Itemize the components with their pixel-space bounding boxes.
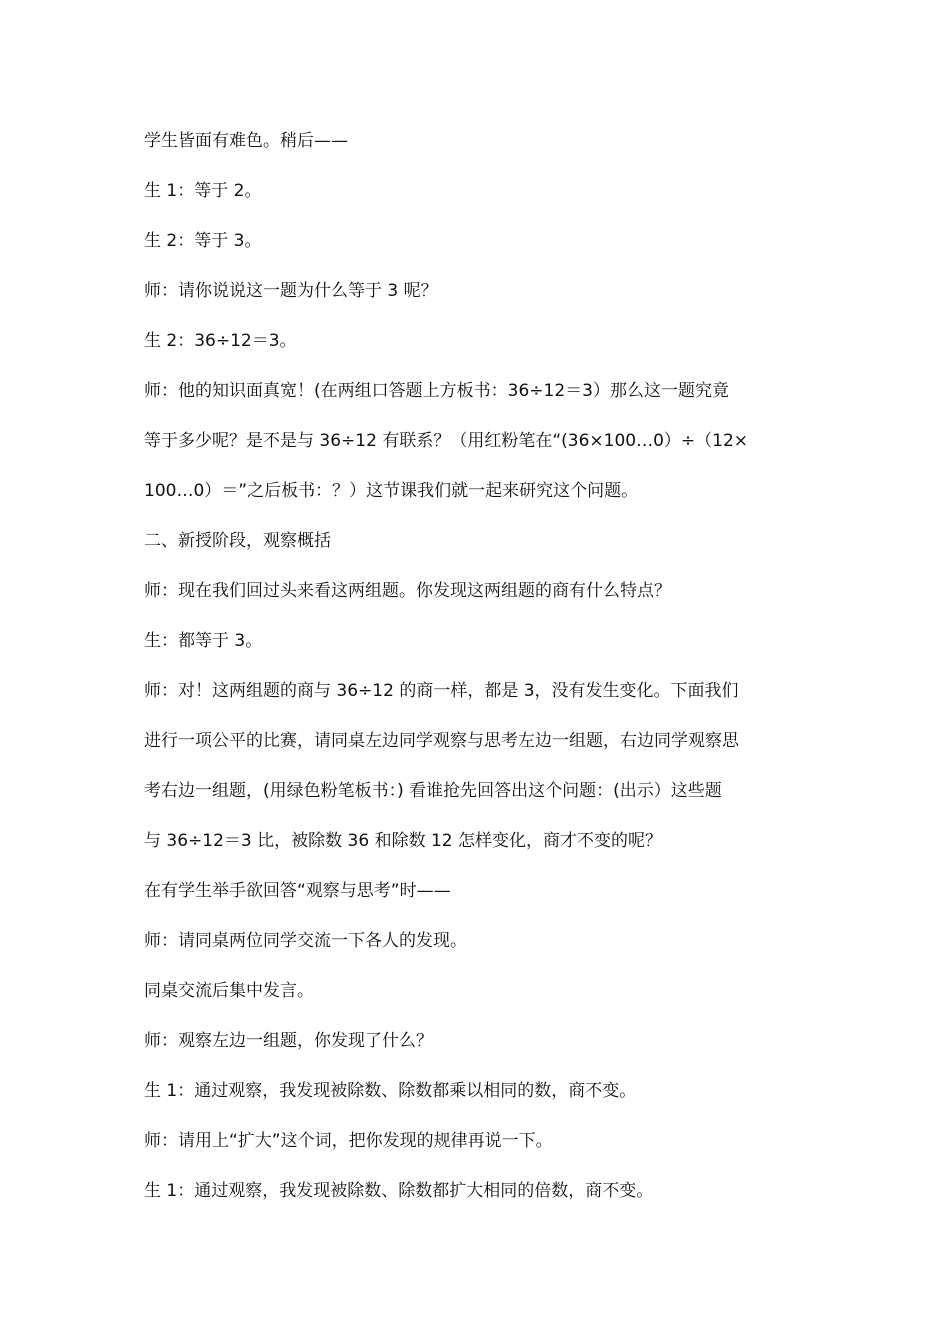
text-line: 与 36÷12＝3 比，被除数 36 和除数 12 怎样变化，商才不变的呢？ <box>144 831 663 851</box>
text-line: 进行一项公平的比赛，请同桌左边同学观察与思考左边一组题，右边同学观察思 <box>144 731 739 751</box>
section-heading: 二、新授阶段，观察概括 <box>144 531 331 551</box>
text-line: 生 2：36÷12＝3。 <box>144 331 297 351</box>
text-line: 等于多少呢？是不是与 36÷12 有联系？（用红粉笔在“(36×100…0）÷（12× <box>144 431 749 451</box>
text-line: 师：请用上“扩大”这个词，把你发现的规律再说一下。 <box>144 1131 553 1151</box>
text-line: 师：现在我们回过头来看这两组题。你发现这两组题的商有什么特点？ <box>144 581 671 601</box>
text-line: 同桌交流后集中发言。 <box>144 981 314 1001</box>
text-line: 师：他的知识面真宽！(在两组口答题上方板书：36÷12＝3）那么这一题究竟 <box>144 381 729 401</box>
text-line: 师：请同桌两位同学交流一下各人的发现。 <box>144 931 467 951</box>
text-line: 师：请你说说这一题为什么等于 3 呢？ <box>144 281 438 301</box>
text-line: 生 1：等于 2。 <box>144 181 262 201</box>
document-body <box>144 116 808 1216</box>
text-line: 生 2：等于 3。 <box>144 231 262 251</box>
text-line: 师：对！这两组题的商与 36÷12 的商一样，都是 3，没有发生变化。下面我们 <box>144 681 739 701</box>
text-line: 在有学生举手欲回答“观察与思考”时—— <box>144 881 451 901</box>
text-line: 生：都等于 3。 <box>144 631 263 651</box>
text-line: 学生皆面有难色。稍后—— <box>144 131 348 151</box>
text-line: 生 1：通过观察，我发现被除数、除数都扩大相同的倍数，商不变。 <box>144 1181 654 1201</box>
text-line: 师：观察左边一组题，你发现了什么？ <box>144 1031 433 1051</box>
text-line: 100…0）＝”之后板书：？）这节课我们就一起来研究这个问题。 <box>144 481 639 501</box>
text-line: 生 1：通过观察，我发现被除数、除数都乘以相同的数，商不变。 <box>144 1081 637 1101</box>
text-line: 考右边一组题，(用绿色粉笔板书：) 看谁抢先回答出这个问题：(出示）这些题 <box>144 781 722 801</box>
